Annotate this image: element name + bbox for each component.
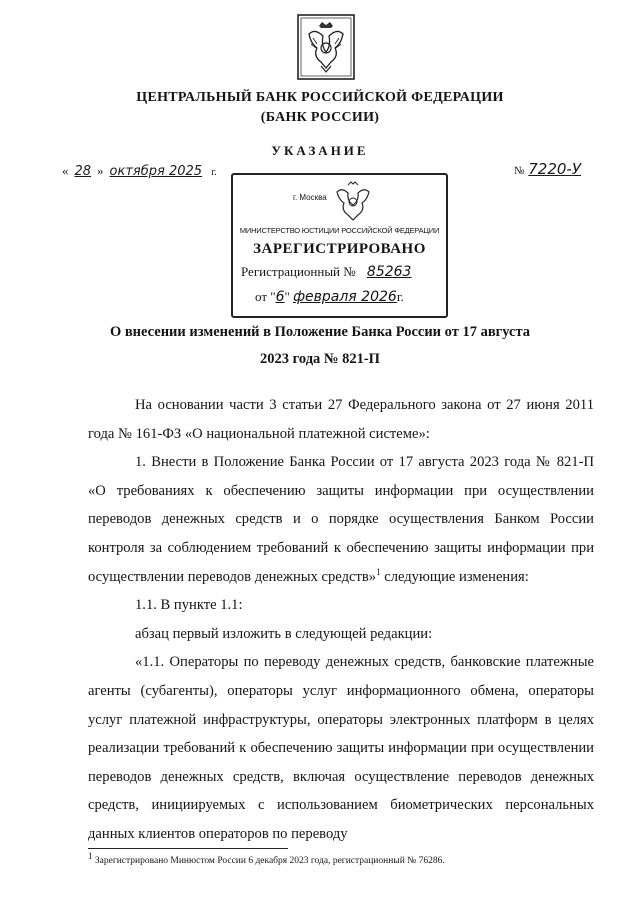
document-number	[514, 160, 581, 179]
stamp-date-month-year: февраля 2026	[293, 289, 397, 305]
item-1-text: 1. Внести в Положение Банка России от 17 августа 2023 года № 821-П «О требованиях к обеспечению защиты информации при осуществлении переводов денежных средств и о порядке осуществления Банком России контроля за соблюдением требований к обеспечению защиты информации при осуществлении переводов денежных средств»	[88, 454, 594, 585]
stamp-reg-number-line	[241, 264, 419, 280]
stamp-registered: ЗАРЕГИСТРИРОВАНО	[253, 241, 426, 257]
stamp-date-suffix: г.	[396, 289, 404, 304]
document-body	[88, 391, 594, 849]
footnote-divider	[88, 848, 288, 849]
footnote-marker: 1	[88, 851, 93, 861]
paragraph-first-abzac: абзац первый изложить в следующей редакции:	[135, 625, 433, 642]
footnote-text: Зарегистрировано Минюстом России 6 декабря 2023 года, регистрационный № 76286.	[92, 856, 445, 867]
footnote	[88, 851, 445, 867]
date-mid-quote: »	[97, 163, 104, 178]
document-type: УКАЗАНИЕ	[271, 143, 369, 158]
stamp-eagle-icon	[333, 180, 373, 222]
number-prefix: №	[514, 165, 525, 177]
date-month-year: октября 2025	[109, 164, 203, 179]
paragraph-new-wording: «1.1. Операторы по переводу денежных средств, банковские платежные агенты (субагенты), операторы услуг информационного обмена, операторы услуг платежной инфраструктуры, операторы электронных платформ в целях реализации требований к обеспечению защиты информации при осуществлении переводов денежных средств, включая осуществление переводов денежных средств, инициируемых с использованием биометрических персональных данных клиентов операторов по переводу	[88, 654, 594, 842]
stamp-city: г. Москва	[293, 193, 327, 202]
document-title-line-2: 2023 года № 821-П	[260, 351, 380, 367]
stamp-reg-date-line	[255, 289, 404, 305]
bank-short-name: (БАНК РОССИИ)	[260, 110, 380, 125]
date-open-quote: «	[62, 163, 69, 178]
paragraph-item-1	[88, 448, 594, 591]
stamp-date-prefix: от "	[255, 289, 276, 304]
paragraph-item-1-1: 1.1. В пункте 1.1:	[135, 597, 243, 614]
date-suffix: г.	[211, 167, 217, 178]
stamp-date-day: 6	[275, 289, 285, 305]
stamp-date-quote: "	[284, 289, 290, 304]
registration-stamp	[231, 173, 448, 318]
stamp-ministry: МИНИСТЕРСТВО ЮСТИЦИИ РОССИЙСКОЙ ФЕДЕРАЦИИ	[239, 226, 440, 235]
stamp-reg-label: Регистрационный №	[241, 264, 356, 279]
bank-name: ЦЕНТРАЛЬНЫЙ БАНК РОССИЙСКОЙ ФЕДЕРАЦИИ	[136, 90, 504, 105]
coat-of-arms-emblem	[297, 14, 355, 80]
document-title-line-1: О внесении изменений в Положение Банка России от 17 августа	[109, 324, 531, 340]
stamp-reg-number: 85263	[366, 264, 412, 280]
document-date	[62, 163, 217, 179]
date-day: 28	[74, 164, 92, 179]
item-1-tail: следующие изменения:	[380, 568, 529, 585]
paragraph-basis: На основании части 3 статьи 27 Федерального закона от 27 июня 2011 года № 161-ФЗ «О национальной платежной системе»:	[88, 397, 594, 442]
number-value: 7220-У	[528, 160, 581, 178]
footnote-ref: 1	[376, 566, 381, 577]
